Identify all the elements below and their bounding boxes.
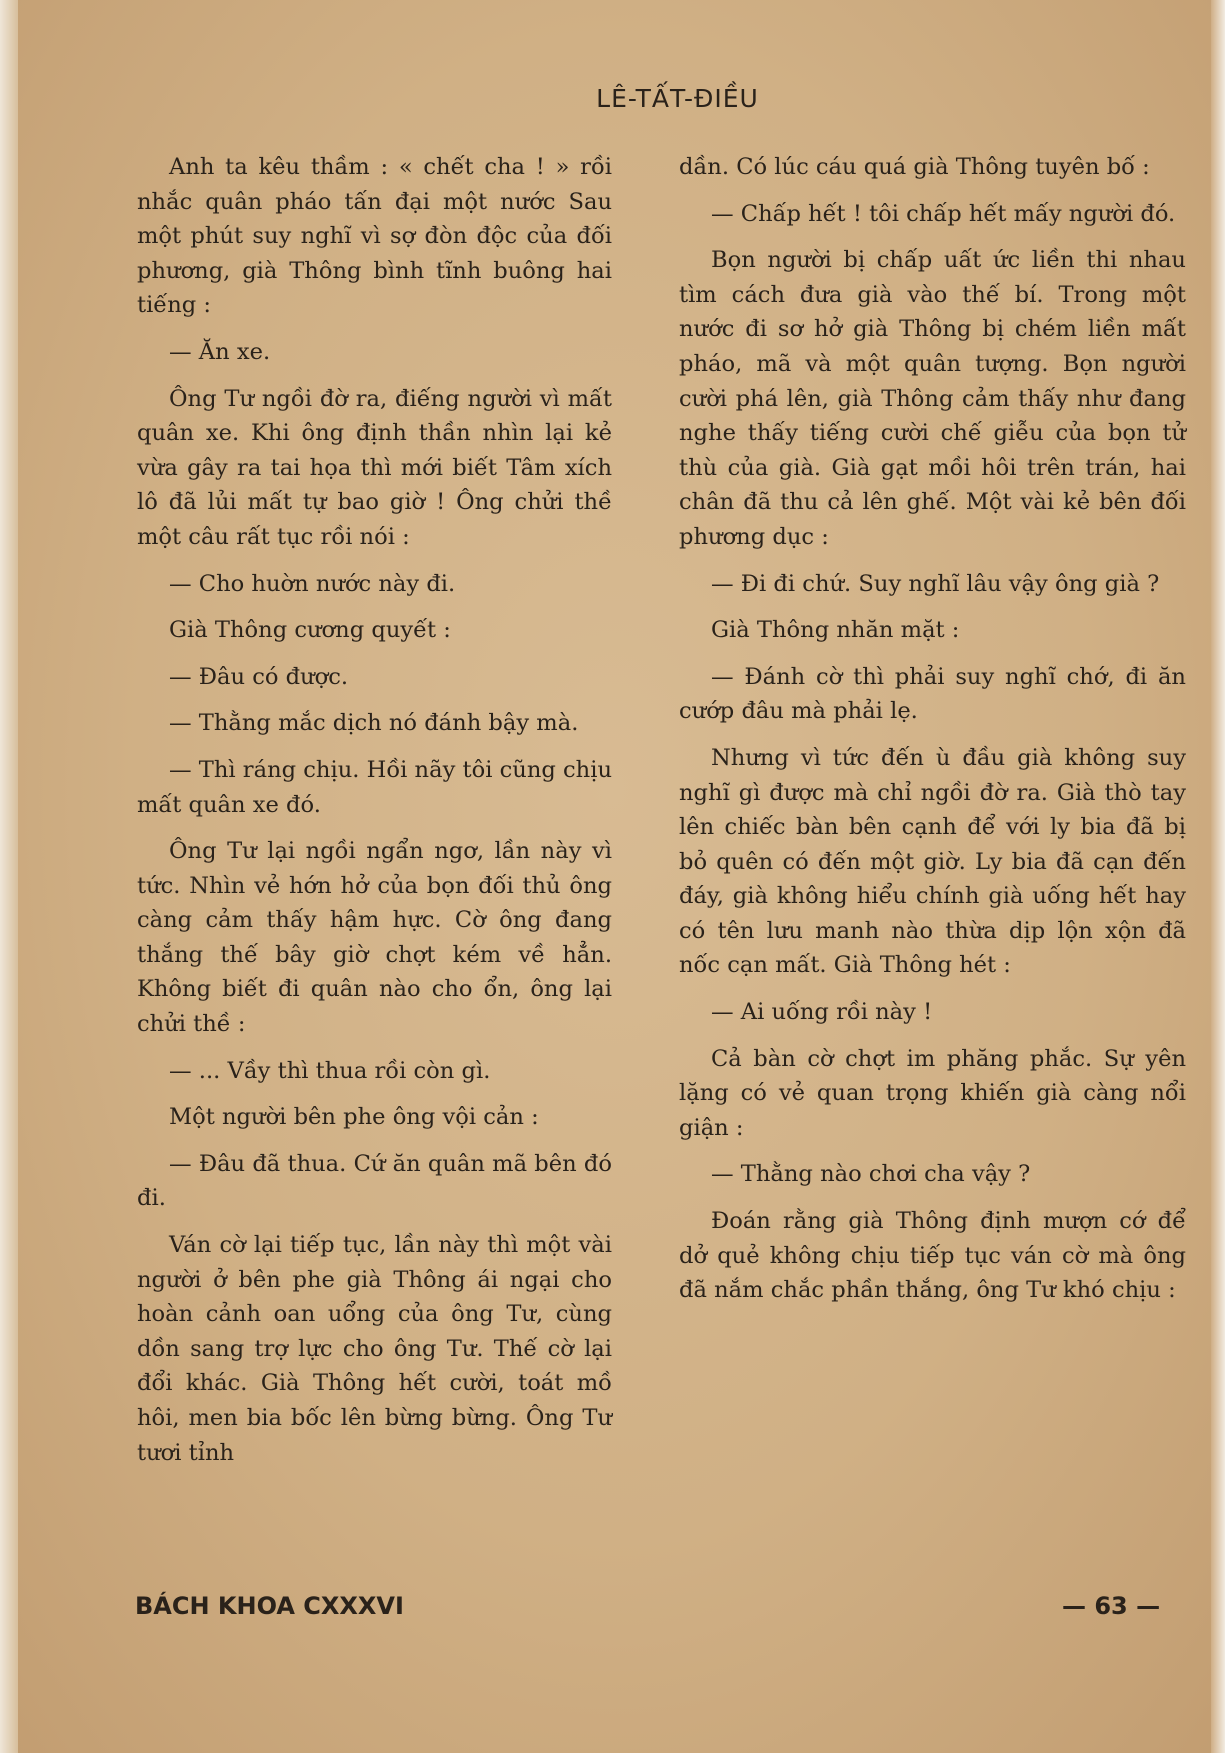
paragraph: Già Thông nhăn mặt : [711, 617, 960, 644]
page-number: — 63 — [1062, 1592, 1161, 1620]
paragraph: — Đâu có được. [169, 663, 349, 690]
paragraph: — Chấp hết ! tôi chấp hết mấy người đó. [711, 200, 1176, 227]
journal-footer: BÁCH KHOA CXXXVI [135, 1592, 404, 1620]
paragraph: — Cho huờn nước này đi. [169, 570, 456, 597]
paragraph: Già Thông cương quyết : [169, 617, 451, 644]
paragraph: — Đánh cờ thì phải suy nghĩ chớ, đi ăn cướp đâu mà phải lẹ. [679, 663, 1186, 725]
running-title: LÊ-TẤT-ĐIỀU [596, 84, 759, 113]
paragraph: — Ai uống rồi này ! [711, 999, 933, 1026]
paragraph: Anh ta kêu thầm : « chết cha ! » rồi nhắc quân pháo tấn đại một nước Sau một phút suy nghĩ vì sợ đòn độc của đối phương, già Thông bình tĩnh buông hai tiếng : [137, 154, 612, 319]
paragraph: Đoán rằng già Thông định mượn cớ để dở quẻ không chịu tiếp tục ván cờ mà ông đã nắm chắc phần thắng, ông Tư khó chịu : [679, 1208, 1186, 1304]
paragraph: Ông Tư lại ngồi ngẩn ngơ, lần này vì tức. Nhìn vẻ hớn hở của bọn đối thủ ông càng cảm thấy hậm hực. Cờ ông đang thắng thế bây giờ chợt kém về hẳn. Không biết đi quân nào cho ổn, ông lại chửi thề : [137, 838, 612, 1038]
paragraph: — ... Vầy thì thua rồi còn gì. [169, 1057, 491, 1084]
paragraph: Ván cờ lại tiếp tục, lần này thì một vài người ở bên phe già Thông ái ngại cho hoàn cảnh oan uổng của ông Tư, cùng dồn sang trợ lực cho ông Tư. Thế cờ lại đổi khác. Già Thông hết cười, toát mồ hôi, men bia bốc lên bừng bừng. Ông Tư tươi tỉnh [137, 1232, 612, 1466]
paper-edge-left [0, 0, 18, 1753]
paper-edge-right [1211, 0, 1225, 1753]
text-column-left [137, 150, 612, 1482]
paragraph: Nhưng vì tức đến ù đầu già không suy nghĩ gì được mà chỉ ngồi đờ ra. Già thò tay lên chiếc bàn bên cạnh để với ly bia đã bị bỏ quên có đến một giờ. Ly bia đã cạn đến đáy, già không hiểu chính già uống hết hay có tên lưu manh nào thừa dịp lộn xộn đã nốc cạn mất. Già Thông hét : [679, 744, 1186, 979]
paragraph: — Ăn xe. [169, 338, 271, 365]
paragraph: Một người bên phe ông vội cản : [169, 1104, 539, 1131]
paragraph: Bọn người bị chấp uất ức liền thi nhau tìm cách đưa già vào thế bí. Trong một nước đi sơ hở già Thông bị chém liền mất pháo, mã và một quân tượng. Bọn người cười phá lên, già Thông cảm thấy như đang nghe thấy tiếng cười chế giễu của bọn tử thù của già. Già gạt mồi hôi trên trán, hai chân đã thu cả lên ghế. Một vài kẻ bên đối phương dục : [679, 247, 1186, 550]
paragraph: Cả bàn cờ chợt im phăng phắc. Sự yên lặng có vẻ quan trọng khiến già càng nổi giận : [679, 1045, 1186, 1141]
paragraph: dần. Có lúc cáu quá già Thông tuyên bố : [679, 154, 1150, 180]
paragraph: — Thằng mắc dịch nó đánh bậy mà. [169, 710, 579, 737]
paragraph: — Thì ráng chịu. Hồi nãy tôi cũng chịu mất quân xe đó. [137, 756, 612, 818]
paragraph: Ông Tư ngồi đờ ra, điếng người vì mất quân xe. Khi ông định thần nhìn lại kẻ vừa gây ra tai họa thì mới biết Tâm xích lô đã lủi mất tự bao giờ ! Ông chửi thề một câu rất tục rồi nói : [137, 385, 612, 550]
paragraph: — Thằng nào chơi cha vậy ? [711, 1161, 1031, 1188]
text-column-right [679, 150, 1186, 1320]
paragraph: — Đâu đã thua. Cứ ăn quân mã bên đó đi. [137, 1150, 612, 1212]
paragraph: — Đi đi chứ. Suy nghĩ lâu vậy ông già ? [711, 570, 1160, 597]
